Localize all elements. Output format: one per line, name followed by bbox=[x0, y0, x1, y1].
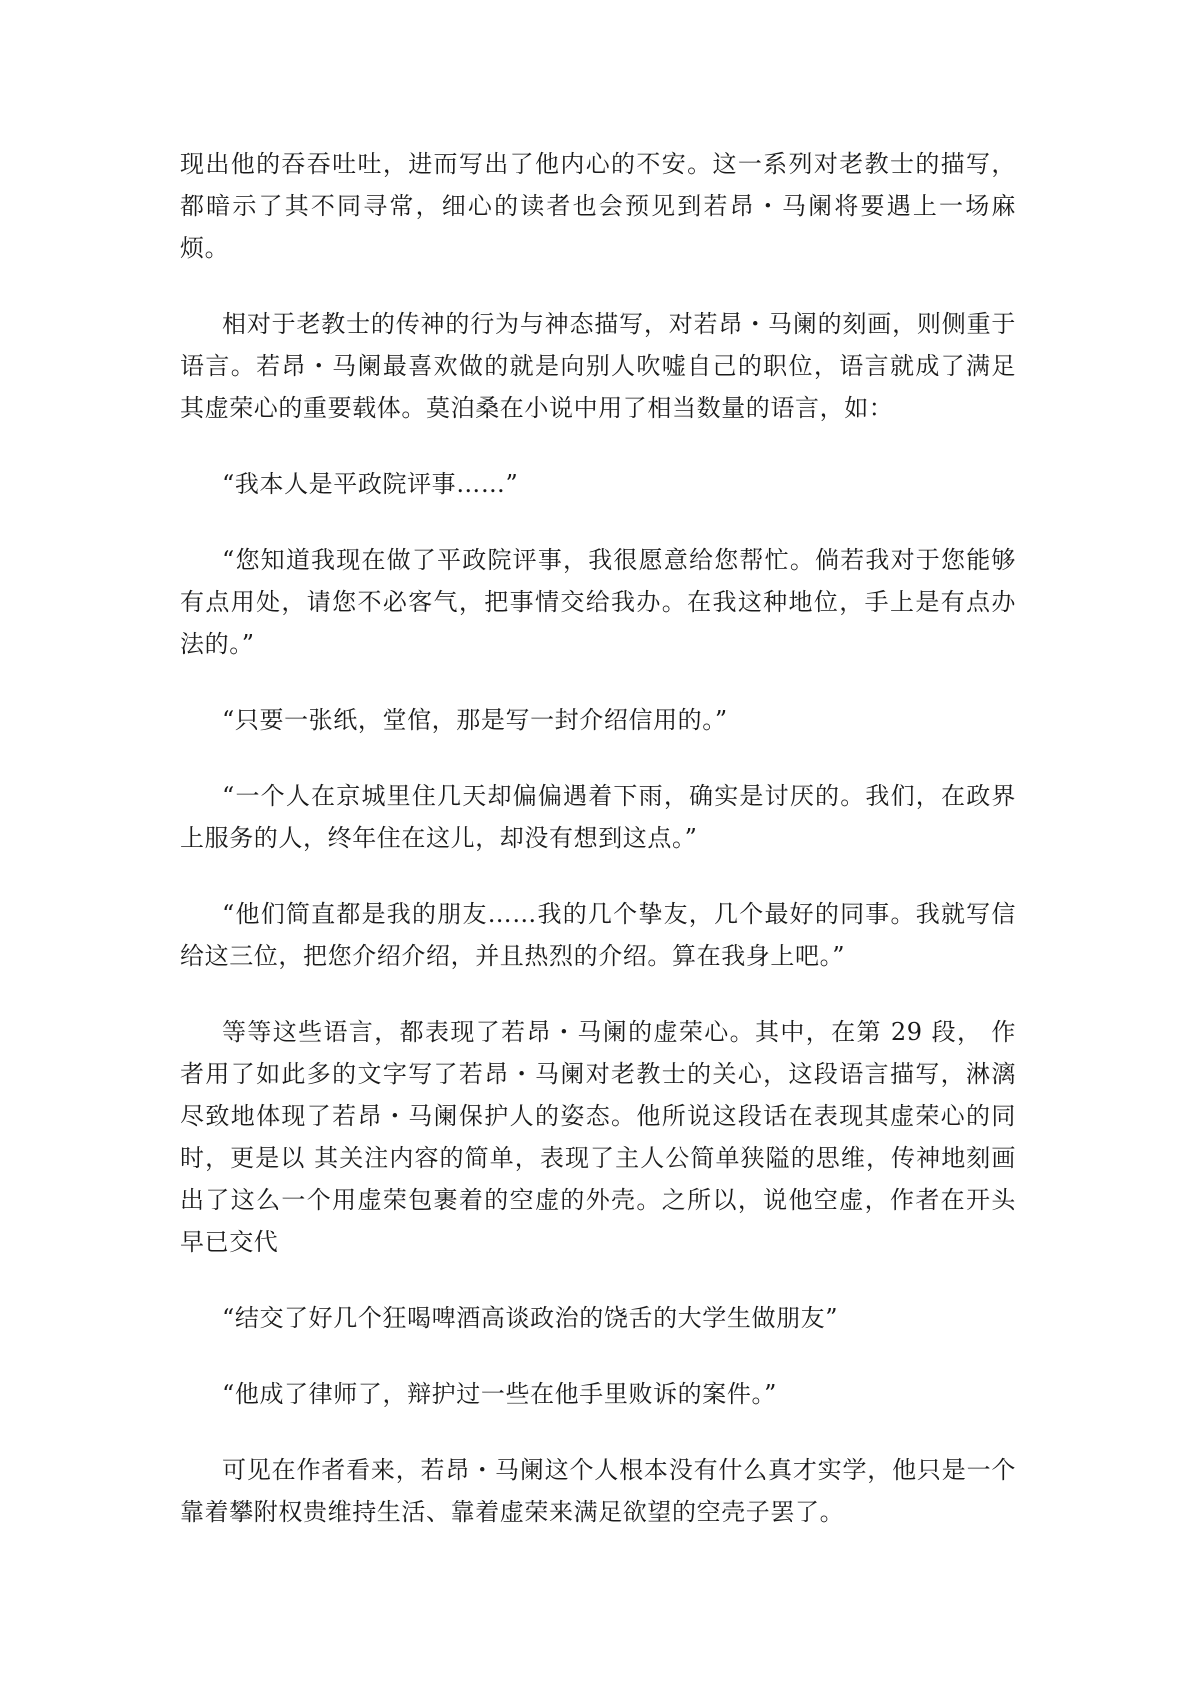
document-body bbox=[180, 143, 1016, 1567]
paragraph-analysis: 等等这些语言，都表现了若昂・马阑的虚荣心。其中，在第 29 段， 作者用了如此多的文字写了若昂・马阑对老教士的关心，这段语言描写，淋漓尽致地体现了若昂・马阑保护人的姿态。他所说这段话在表现其虚荣心的同时，更是以 其关注内容的简单，表现了主人公简单狭隘的思维，传神地刻画出了这么一个用虚荣包裹着的空虚的外壳。之所以，说他空虚，作者在开头早已交代 bbox=[180, 1018, 1016, 1256]
quote-6: “结交了好几个狂喝啤酒高谈政治的饶舌的大学生做朋友” bbox=[222, 1304, 839, 1332]
paragraph-1: 现出他的吞吞吐吐，进而写出了他内心的不安。这一系列对老教士的描写，都暗示了其不同寻常，细心的读者也会预见到若昂・马阑将要遇上一场麻烦。 bbox=[180, 150, 1016, 262]
quote-3: “只要一张纸，堂倌，那是写一封介绍信用的。” bbox=[222, 706, 728, 734]
quote-1: “我本人是平政院评事……” bbox=[222, 470, 519, 498]
paragraph-2: 相对于老教士的传神的行为与神态描写，对若昂・马阑的刻画，则侧重于语言。若昂・马阑最喜欢做的就是向别人吹嘘自己的职位，语言就成了满足其虚荣心的重要载体。莫泊桑在小说中用了相当数量的语言，如： bbox=[180, 310, 1016, 422]
quote-7: “他成了律师了，辩护过一些在他手里败诉的案件。” bbox=[222, 1380, 777, 1408]
quote-4: “一个人在京城里住几天却偏偏遇着下雨，确实是讨厌的。我们，在政界上服务的人，终年住在这儿，却没有想到这点。” bbox=[180, 782, 1016, 852]
quote-5: “他们简直都是我的朋友……我的几个挚友，几个最好的同事。我就写信给这三位，把您介绍介绍，并且热烈的介绍。算在我身上吧。” bbox=[180, 900, 1016, 970]
quote-2: “您知道我现在做了平政院评事，我很愿意给您帮忙。倘若我对于您能够有点用处，请您不必客气，把事情交给我办。在我这种地位，手上是有点办法的。” bbox=[180, 546, 1016, 658]
paragraph-conclusion: 可见在作者看来，若昂・马阑这个人根本没有什么真才实学，他只是一个靠着攀附权贵维持生活、靠着虚荣来满足欲望的空壳子罢了。 bbox=[180, 1456, 1016, 1526]
